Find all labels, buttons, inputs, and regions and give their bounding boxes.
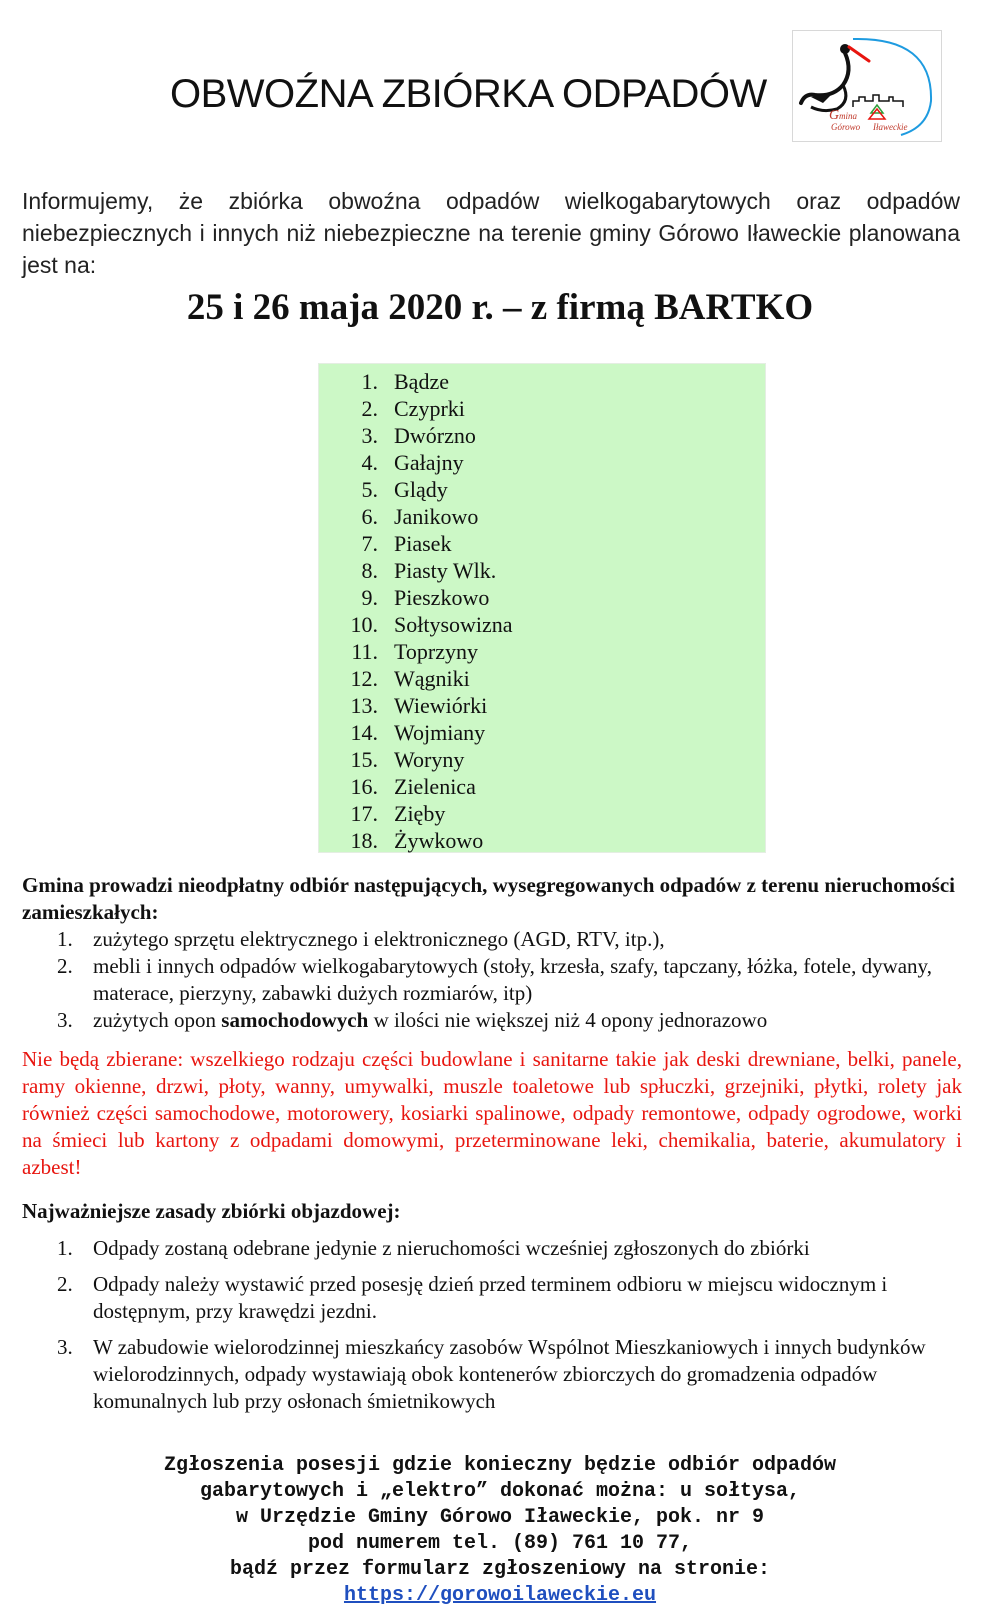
village-number: 13. [350,693,378,718]
contact-line: Zgłoszenia posesji gdzie konieczny będzie odbiór odpadów [163,1454,837,1477]
village-number: 5. [361,477,378,502]
contact-line: bądź przez formularz zgłoszeniowy na stronie: [229,1558,771,1581]
village-item [319,827,765,854]
village-name: Wągniki [394,666,470,691]
list-item-text-part: zużytych opon [93,1008,222,1032]
logo-text-ilaweckie: Iławeckie [873,122,908,132]
logo-letter-g: G [829,108,840,123]
village-number: 12. [350,666,378,691]
village-item [319,584,765,611]
list-item [22,1235,962,1262]
village-name: Piasty Wlk. [394,558,497,583]
village-item [319,530,765,557]
list-item-text: zużytego sprzętu elektrycznego i elektronicznego (AGD, RTV, itp.), [93,927,665,951]
village-name: Pieszkowo [394,585,490,610]
village-name: Bądze [394,369,449,394]
list-item-number: 3. [57,1335,73,1359]
village-number: 6. [361,504,378,529]
village-name: Janikowo [394,504,479,529]
rules-list [22,1235,962,1424]
village-number: 11. [351,639,378,664]
list-item-number: 2. [57,1272,73,1296]
village-name: Gałajny [394,450,464,475]
list-item-text-part: w ilości nie większej niż 4 opony jednorazowo [368,1008,768,1032]
page-title: OBWOŹNA ZBIÓRKA ODPADÓW [170,72,767,116]
village-item [319,719,765,746]
village-item [319,395,765,422]
village-number: 14. [350,720,378,745]
village-name: Toprzyny [394,639,478,664]
village-name: Wojmiany [394,720,486,745]
village-number: 8. [361,558,378,583]
village-number: 7. [361,531,378,556]
list-item [22,1271,962,1325]
village-item [319,611,765,638]
village-number: 18. [350,828,378,853]
gmina-logo [792,30,942,142]
village-number: 17. [350,801,378,826]
village-name: Zielenica [394,774,476,799]
village-name: Sołtysowizna [394,612,513,637]
list-item-number: 1. [57,1236,73,1260]
village-item [319,773,765,800]
collected-waste-list [22,926,962,1034]
contact-line: w Urzędzie Gminy Górowo Iławeckie, pok. nr 9 [235,1506,765,1529]
village-name: Żywkowo [394,828,484,853]
village-item [319,800,765,827]
village-number: 3. [361,423,378,448]
list-item [22,953,962,1007]
list-item-number: 3. [57,1008,73,1032]
village-item [319,638,765,665]
village-name: Piasek [394,531,452,556]
not-collected-warning: Nie będą zbierane: wszelkiego rodzaju części budowlane i sanitarne takie jak deski drewniane, belki, panele, ramy okienne, drzwi, płoty, wanny, umywalki, muszle toaletowe lub spłuczki, grzejniki, płytki, rolety jak również części samochodowe, motorowery, kosiarki spalinowe, odpady remontowe, odpady ogrodowe, worki na śmieci lub kartony z odpadami domowymi, przeterminowane leki, chemikalia, baterie, akumulatory i azbest! [22,1047,962,1179]
village-item [319,692,765,719]
list-item-text: mebli i innych odpadów wielkogabarytowych (stoły, krzesła, szafy, tapczany, łóżka, fotele, dywany, materace, pierzyny, zabawki dużych rozmiarów, itp) [93,954,932,1005]
village-item [319,746,765,773]
logo-text-gmina: mina [839,111,857,121]
website-link[interactable]: https://gorowoilaweckie.eu [343,1584,657,1607]
list-item-number: 2. [57,954,73,978]
village-name: Czyprki [394,396,465,421]
stork-logo-icon [793,31,941,141]
logo-text-gorowo: Górowo [831,122,861,132]
village-name: Woryny [394,747,465,772]
village-name: Dwórzno [394,423,476,448]
village-item [319,665,765,692]
village-name: Wiewiórki [394,693,488,718]
village-item [319,557,765,584]
village-list [318,363,766,853]
village-name: Glądy [394,477,448,502]
list-item [22,1334,962,1415]
village-item [319,422,765,449]
village-number: 1. [361,369,378,394]
village-number: 4. [361,450,378,475]
village-item [319,476,765,503]
list-item-text: Odpady zostaną odebrane jedynie z nieruchomości wcześniej zgłoszonych do zbiórki [93,1236,810,1260]
contact-line: gabarytowych i „elektro” dokonać można: u sołtysa, [199,1480,801,1503]
village-item [319,449,765,476]
list-item-text: Odpady należy wystawić przed posesję dzień przed terminem odbioru w miejscu widocznym i dostępnym, przy krawędzi jezdni. [93,1272,888,1323]
list-item-text: W zabudowie wielorodzinnej mieszkańcy zasobów Wspólnot Mieszkaniowych i innych budynków wielorodzinnych, odpady wystawiają obok kontenerów zbiorczych do gromadzenia odpadów komunalnych lub przy osłonach śmietnikowych [93,1335,926,1413]
village-item [319,503,765,530]
list-item-number: 1. [57,927,73,951]
collection-date: 25 i 26 maja 2020 r. – z firmą BARTKO [186,287,814,328]
village-item [319,368,765,395]
collected-waste-heading: Gmina prowadzi nieodpłatny odbiór następujących, wysegregowanych odpadów z terenu nieruchomości zamieszkałych: [22,873,956,924]
list-item [22,926,962,953]
intro-paragraph: Informujemy, że zbiórka obwoźna odpadów wielkogabarytowych oraz odpadów niebezpiecznych i innych niż niebezpieczne na terenie gminy Górowo Iławeckie planowana jest na: [22,188,960,278]
list-item-text [93,1007,962,1034]
list-item [22,1007,962,1034]
village-number: 15. [350,747,378,772]
village-number: 2. [361,396,378,421]
list-item-text-bold: samochodowych [221,1008,369,1032]
contact-line: pod numerem tel. (89) 761 10 77, [307,1532,693,1555]
village-number: 16. [350,774,378,799]
village-name: Zięby [394,801,446,826]
village-number: 9. [361,585,378,610]
village-number: 10. [350,612,378,637]
rules-heading: Najważniejsze zasady zbiórki objazdowej: [22,1199,401,1223]
contact-block [0,1453,1000,1609]
